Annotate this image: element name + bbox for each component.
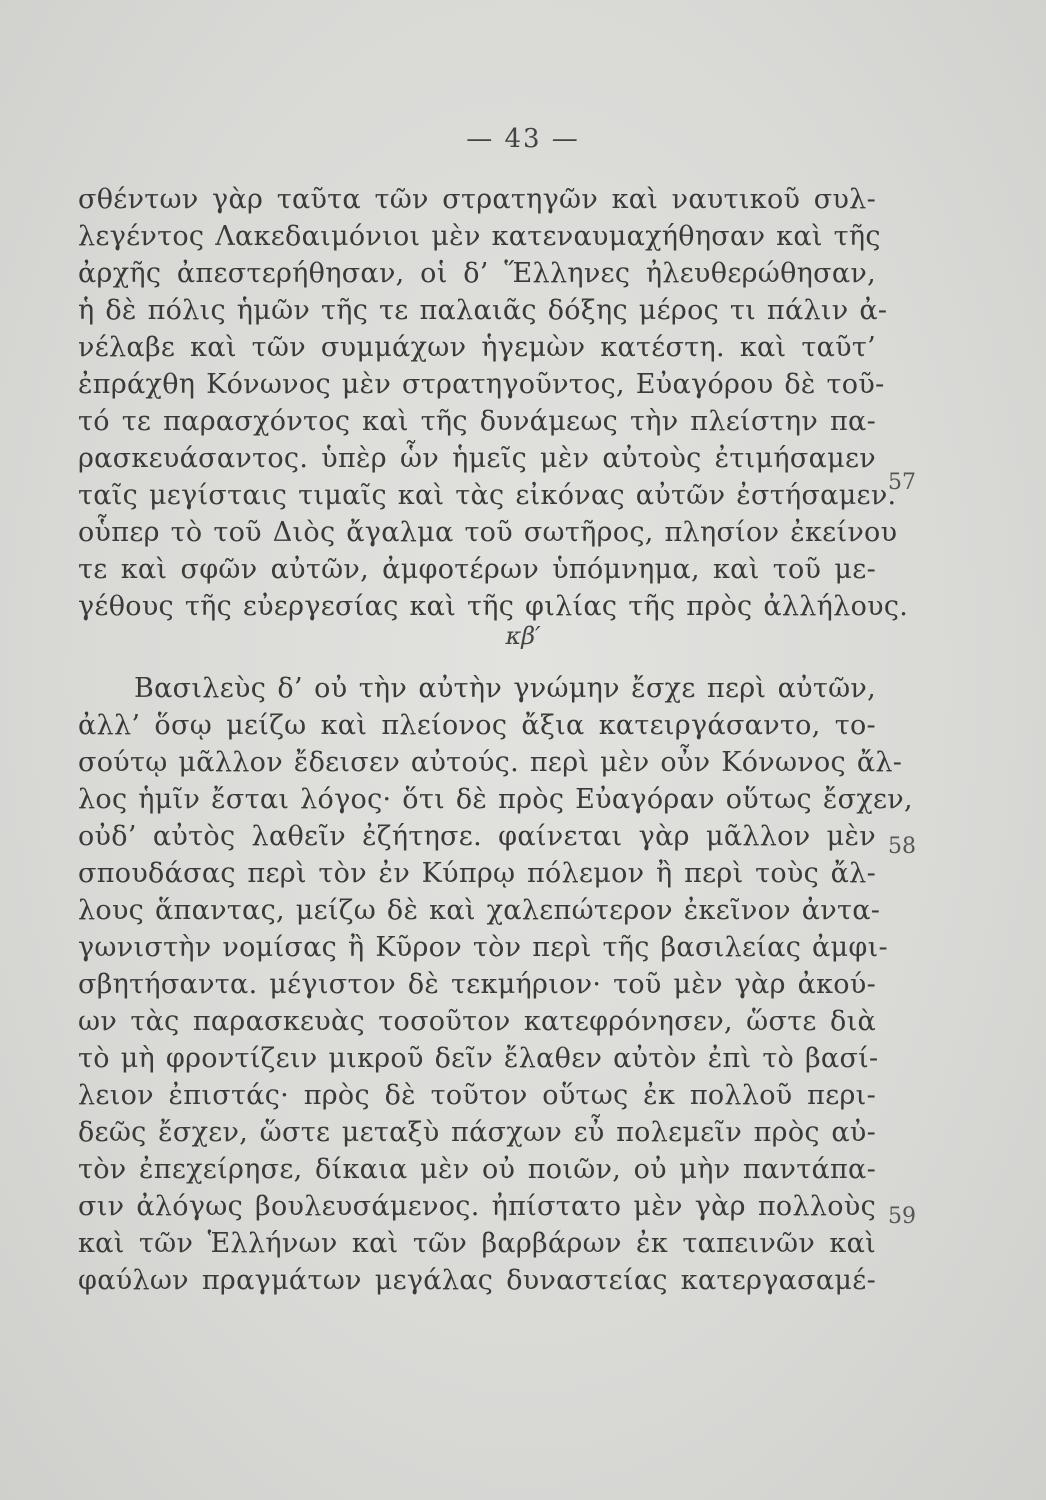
text-line: δεῶς ἔσχεν, ὥστε μεταξὺ πάσχων εὖ πολεμεῖν πρὸς αὐ- (78, 1117, 876, 1148)
text-line: λειον ἐπιστάς· πρὸς δὲ τοῦτον οὕτως ἐκ πολλοῦ περι- (78, 1080, 876, 1111)
section-heading: κβ′ (505, 622, 541, 650)
text-line: λους ἅπαντας, μείζω δὲ καὶ χαλεπώτερον ἐκεῖνον ἀντα- (78, 895, 881, 926)
page-number: — 43 — (466, 124, 580, 154)
text-line: σπουδάσας περὶ τὸν ἐν Κύπρῳ πόλεμον ἢ περὶ τοὺς ἄλ- (78, 858, 876, 889)
text-line: σιν ἀλόγως βουλευσάμενος. ἠπίστατο μὲν γὰρ πολλοὺς (78, 1191, 876, 1222)
text-line: τὸν ἐπεχείρησε, δίκαια μὲν οὐ ποιῶν, οὐ μὴν παντάπα- (78, 1154, 876, 1185)
margin-number: 58 (888, 834, 916, 859)
text-line: οὐδ’ αὐτὸς λαθεῖν ἐζήτησε. φαίνεται γὰρ μᾶλλον μὲν (78, 821, 876, 852)
text-line: καὶ τῶν Ἑλλήνων καὶ τῶν βαρβάρων ἐκ ταπεινῶν καὶ (78, 1228, 876, 1259)
text-line: ων τὰς παρασκευὰς τοσοῦτον κατεφρόνησεν, ὥστε διὰ (78, 1006, 876, 1037)
text-line: γωνιστὴν νομίσας ἢ Κῦρον τὸν περὶ τῆς βασιλείας ἀμφι- (78, 932, 888, 963)
text-line: ἐπράχθη Κόνωνος μὲν στρατηγοῦντος, Εὐαγόρου δὲ τοῦ- (78, 369, 885, 400)
text-line: λεγέντος Λακεδαιμόνιοι μὲν κατεναυμαχήθησαν καὶ τῆς (78, 221, 881, 252)
text-line: ἀρχῆς ἀπεστερήθησαν, οἱ δ’ Ἕλληνες ἠλευθερώθησαν, (78, 258, 876, 289)
text-line: ρασκευάσαντος. ὑπὲρ ὧν ἡμεῖς μὲν αὐτοὺς ἐτιμήσαμεν (78, 443, 876, 474)
text-line: τε καὶ σφῶν αὐτῶν, ἀμφοτέρων ὑπόμνημα, καὶ τοῦ με- (78, 554, 876, 585)
margin-number: 57 (888, 470, 916, 495)
text-line: ταῖς μεγίσταις τιμαῖς καὶ τὰς εἰκόνας αὐτῶν ἐστήσαμεν. (78, 480, 897, 511)
text-line: τὸ μὴ φροντίζειν μικροῦ δεῖν ἔλαθεν αὐτὸν ἐπὶ τὸ βασί- (78, 1043, 879, 1074)
text-line: οὗπερ τὸ τοῦ Διὸς ἄγαλμα τοῦ σωτῆρος, πλησίον ἐκείνου (78, 517, 898, 548)
text-line: Βασιλεὺς δ’ οὐ τὴν αὐτὴν γνώμην ἔσχε περὶ αὐτῶν, (134, 673, 876, 704)
text-line: σούτῳ μᾶλλον ἔδεισεν αὐτούς. περὶ μὲν οὖν Κόνωνος ἄλ- (78, 747, 903, 778)
text-line: ἡ δὲ πόλις ἡμῶν τῆς τε παλαιᾶς δόξης μέρος τι πάλιν ἀ- (78, 295, 888, 326)
text-line: σβητήσαντα. μέγιστον δὲ τεκμήριον· τοῦ μὲν γὰρ ἀκού- (78, 969, 876, 1000)
text-line: τό τε παρασχόντος καὶ τῆς δυνάμεως τὴν πλείστην πα- (78, 406, 876, 437)
text-line: σθέντων γὰρ ταῦτα τῶν στρατηγῶν καὶ ναυτικοῦ συλ- (78, 184, 876, 215)
text-line: ἀλλ’ ὅσῳ μείζω καὶ πλείονος ἄξια κατειργάσαντο, το- (78, 710, 876, 741)
text-line: λος ἡμῖν ἔσται λόγος· ὅτι δὲ πρὸς Εὐαγόραν οὕτως ἔσχεν, (78, 784, 913, 815)
text-line: νέλαβε καὶ τῶν συμμάχων ἡγεμὼν κατέστη. καὶ ταῦτ’ (78, 332, 876, 363)
text-line: γέθους τῆς εὐεργεσίας καὶ τῆς φιλίας τῆς πρὸς ἀλλήλους. (78, 591, 909, 622)
text-line: φαύλων πραγμάτων μεγάλας δυναστείας κατεργασαμέ- (78, 1265, 876, 1296)
margin-number: 59 (888, 1204, 916, 1229)
